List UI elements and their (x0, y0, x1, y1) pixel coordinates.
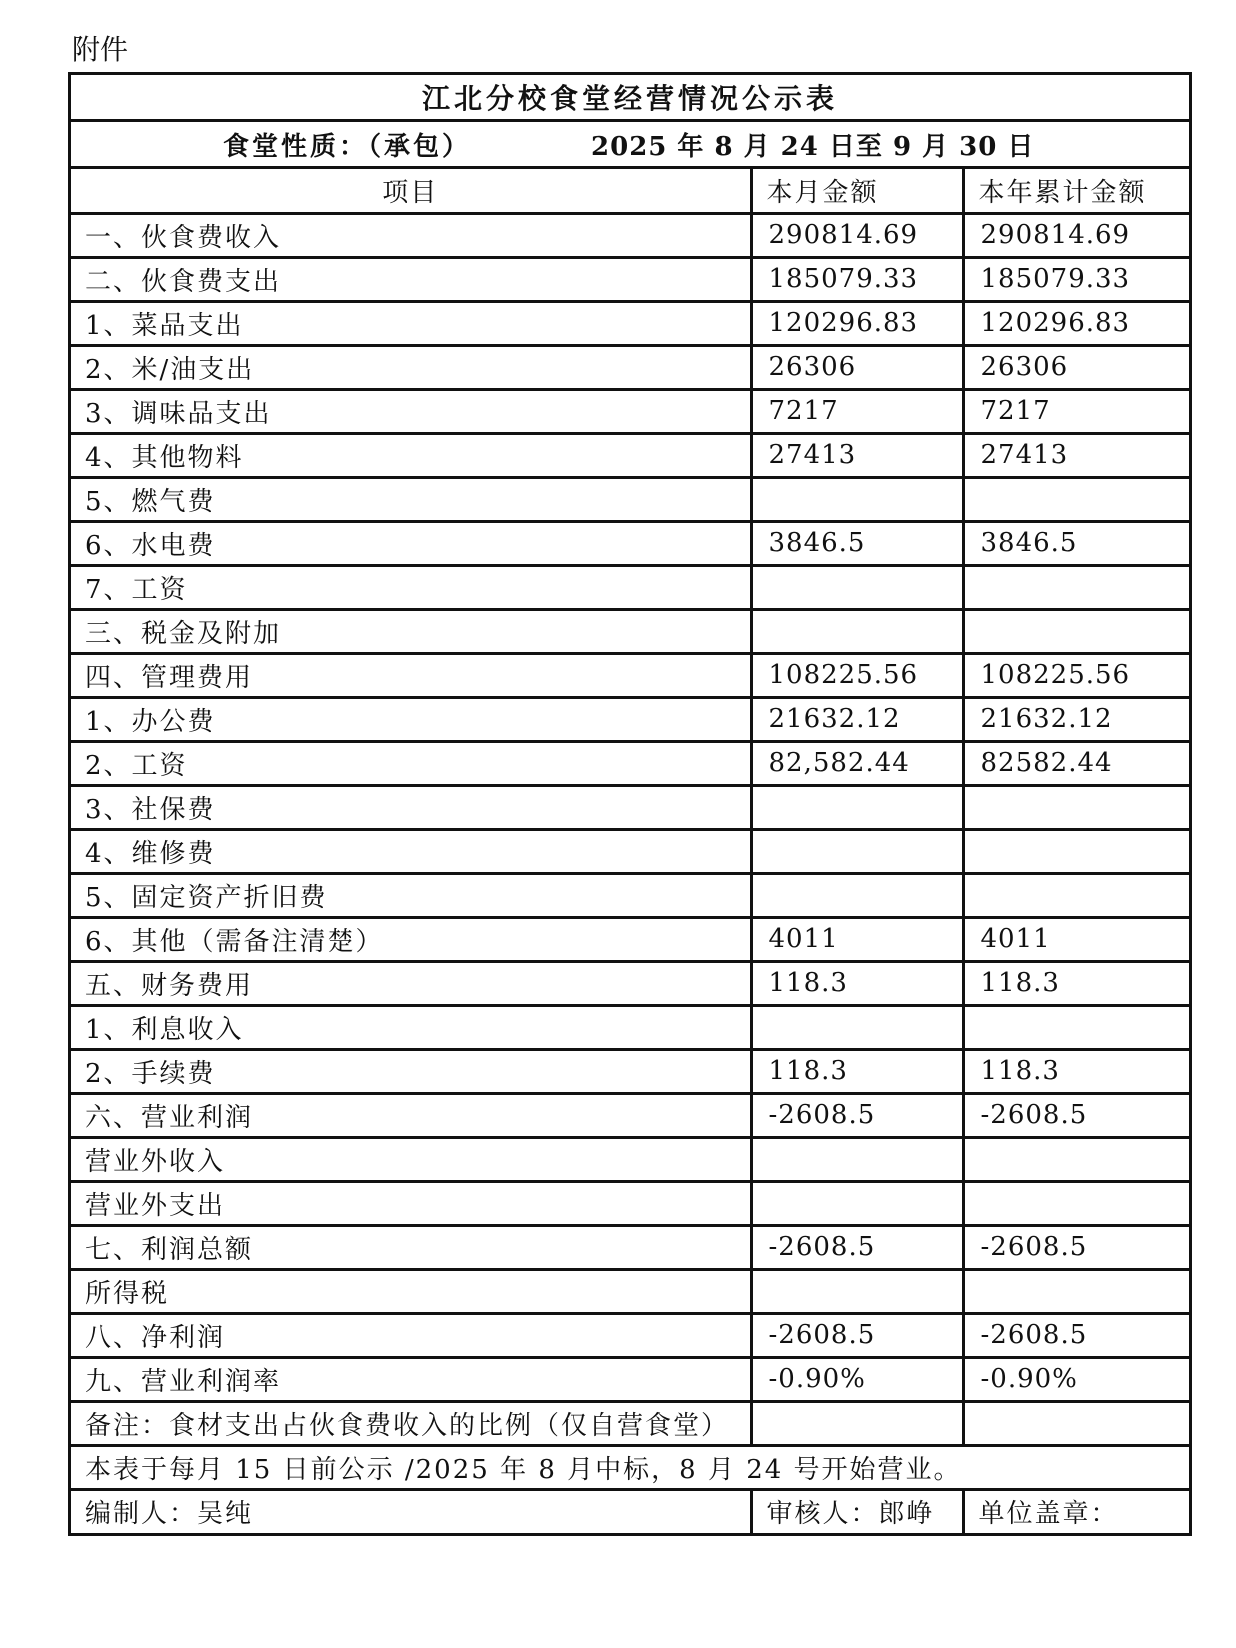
year-amount-cell (963, 609, 1189, 653)
item-cell: 一、伙食费收入 (71, 213, 751, 257)
month-amount-cell: 26306 (751, 345, 963, 389)
table-row (71, 961, 1189, 1005)
year-amount-cell: 26306 (963, 345, 1189, 389)
month-amount-cell (751, 565, 963, 609)
month-amount-cell: -2608.5 (751, 1313, 963, 1357)
item-cell: 2、工资 (71, 741, 751, 785)
item-cell: 3、社保费 (71, 785, 751, 829)
item-cell: 1、菜品支出 (71, 301, 751, 345)
month-amount-cell (751, 1269, 963, 1313)
year-amount-cell: 185079.33 (963, 257, 1189, 301)
month-amount-cell (751, 873, 963, 917)
table-row (71, 829, 1189, 873)
table-row (71, 917, 1189, 961)
item-cell: 1、办公费 (71, 697, 751, 741)
month-amount-cell (751, 1401, 963, 1445)
item-cell: 2、米/油支出 (71, 345, 751, 389)
item-cell: 3、调味品支出 (71, 389, 751, 433)
month-amount-cell (751, 785, 963, 829)
item-cell: 2、手续费 (71, 1049, 751, 1093)
item-cell: 六、营业利润 (71, 1093, 751, 1137)
year-amount-cell: 118.3 (963, 1049, 1189, 1093)
table-row (71, 1401, 1189, 1445)
year-amount-cell: 290814.69 (963, 213, 1189, 257)
item-cell: 营业外收入 (71, 1137, 751, 1181)
year-amount-cell (963, 785, 1189, 829)
attachment-label: 附件 (72, 33, 129, 66)
item-cell: 九、营业利润率 (71, 1357, 751, 1401)
month-amount-cell: 108225.56 (751, 653, 963, 697)
table-row (71, 213, 1189, 257)
month-amount-cell (751, 1005, 963, 1049)
month-amount-cell: 27413 (751, 433, 963, 477)
table-row (71, 389, 1189, 433)
month-amount-cell: 118.3 (751, 1049, 963, 1093)
financial-table (71, 169, 1189, 1533)
month-amount-cell: 290814.69 (751, 213, 963, 257)
month-amount-cell: 3846.5 (751, 521, 963, 565)
year-amount-cell: 82582.44 (963, 741, 1189, 785)
year-amount-cell (963, 829, 1189, 873)
item-cell: 三、税金及附加 (71, 609, 751, 653)
item-cell: 七、利润总额 (71, 1225, 751, 1269)
month-amount-cell: 7217 (751, 389, 963, 433)
month-amount-cell (751, 609, 963, 653)
year-amount-cell: 118.3 (963, 961, 1189, 1005)
item-cell: 四、管理费用 (71, 653, 751, 697)
item-cell: 7、工资 (71, 565, 751, 609)
year-amount-cell (963, 1401, 1189, 1445)
table-row (71, 1005, 1189, 1049)
table-row (71, 1225, 1189, 1269)
month-amount-cell: 120296.83 (751, 301, 963, 345)
year-amount-cell: 21632.12 (963, 697, 1189, 741)
table-row (71, 697, 1189, 741)
nature-period-row (71, 122, 1189, 169)
month-amount-cell: 185079.33 (751, 257, 963, 301)
notice-row (71, 1445, 1189, 1489)
table-row (71, 785, 1189, 829)
item-cell: 备注：食材支出占伙食费收入的比例（仅自营食堂） (71, 1401, 751, 1445)
preparer-cell: 编制人：吴纯 (71, 1489, 751, 1533)
item-cell: 1、利息收入 (71, 1005, 751, 1049)
year-amount-cell: 27413 (963, 433, 1189, 477)
month-amount-cell: -0.90% (751, 1357, 963, 1401)
year-amount-cell: 4011 (963, 917, 1189, 961)
year-amount-cell: -0.90% (963, 1357, 1189, 1401)
month-amount-cell: 118.3 (751, 961, 963, 1005)
table-row (71, 257, 1189, 301)
year-amount-cell (963, 1005, 1189, 1049)
table-row (71, 741, 1189, 785)
table-title: 江北分校食堂经营情况公示表 (71, 75, 1189, 122)
table-row (71, 521, 1189, 565)
reviewer-cell: 审核人：郎峥 (751, 1489, 963, 1533)
header-month: 本月金额 (751, 169, 963, 213)
table-row (71, 1313, 1189, 1357)
item-cell: 6、水电费 (71, 521, 751, 565)
table-row (71, 1181, 1189, 1225)
month-amount-cell: 82,582.44 (751, 741, 963, 785)
table-row (71, 1137, 1189, 1181)
canteen-report-table (68, 72, 1192, 1536)
seal-cell: 单位盖章： (963, 1489, 1189, 1533)
item-cell: 5、燃气费 (71, 477, 751, 521)
table-row (71, 477, 1189, 521)
year-amount-cell: -2608.5 (963, 1093, 1189, 1137)
header-year: 本年累计金额 (963, 169, 1189, 213)
year-amount-cell: 7217 (963, 389, 1189, 433)
month-amount-cell (751, 829, 963, 873)
table-row (71, 1269, 1189, 1313)
month-amount-cell (751, 1137, 963, 1181)
year-amount-cell: -2608.5 (963, 1313, 1189, 1357)
notice-text: 本表于每月 15 日前公示 /2025 年 8 月中标，8 月 24 号开始营业。 (71, 1445, 1189, 1489)
month-amount-cell (751, 477, 963, 521)
table-row (71, 653, 1189, 697)
month-amount-cell (751, 1181, 963, 1225)
header-row (71, 169, 1189, 213)
month-amount-cell: 4011 (751, 917, 963, 961)
table-row (71, 1357, 1189, 1401)
table-row (71, 1093, 1189, 1137)
month-amount-cell: -2608.5 (751, 1225, 963, 1269)
table-row (71, 565, 1189, 609)
year-amount-cell (963, 477, 1189, 521)
item-cell: 营业外支出 (71, 1181, 751, 1225)
year-amount-cell (963, 1269, 1189, 1313)
table-row (71, 873, 1189, 917)
year-amount-cell: 3846.5 (963, 521, 1189, 565)
month-amount-cell: -2608.5 (751, 1093, 963, 1137)
item-cell: 5、固定资产折旧费 (71, 873, 751, 917)
item-cell: 所得税 (71, 1269, 751, 1313)
header-item: 项目 (382, 177, 439, 208)
table-row (71, 345, 1189, 389)
year-amount-cell (963, 1137, 1189, 1181)
year-amount-cell: -2608.5 (963, 1225, 1189, 1269)
item-cell: 二、伙食费支出 (71, 257, 751, 301)
table-row (71, 301, 1189, 345)
table-row (71, 433, 1189, 477)
month-amount-cell: 21632.12 (751, 697, 963, 741)
report-period: 2025 年 8 月 24 日至 9 月 30 日 (591, 131, 1035, 162)
canteen-nature: 食堂性质：（承包） (223, 131, 472, 162)
year-amount-cell (963, 873, 1189, 917)
year-amount-cell: 108225.56 (963, 653, 1189, 697)
item-cell: 4、其他物料 (71, 433, 751, 477)
table-row (71, 609, 1189, 653)
signature-row (71, 1489, 1189, 1533)
item-cell: 4、维修费 (71, 829, 751, 873)
item-cell: 八、净利润 (71, 1313, 751, 1357)
year-amount-cell (963, 565, 1189, 609)
year-amount-cell (963, 1181, 1189, 1225)
item-cell: 五、财务费用 (71, 961, 751, 1005)
item-cell: 6、其他（需备注清楚） (71, 917, 751, 961)
year-amount-cell: 120296.83 (963, 301, 1189, 345)
table-row (71, 1049, 1189, 1093)
